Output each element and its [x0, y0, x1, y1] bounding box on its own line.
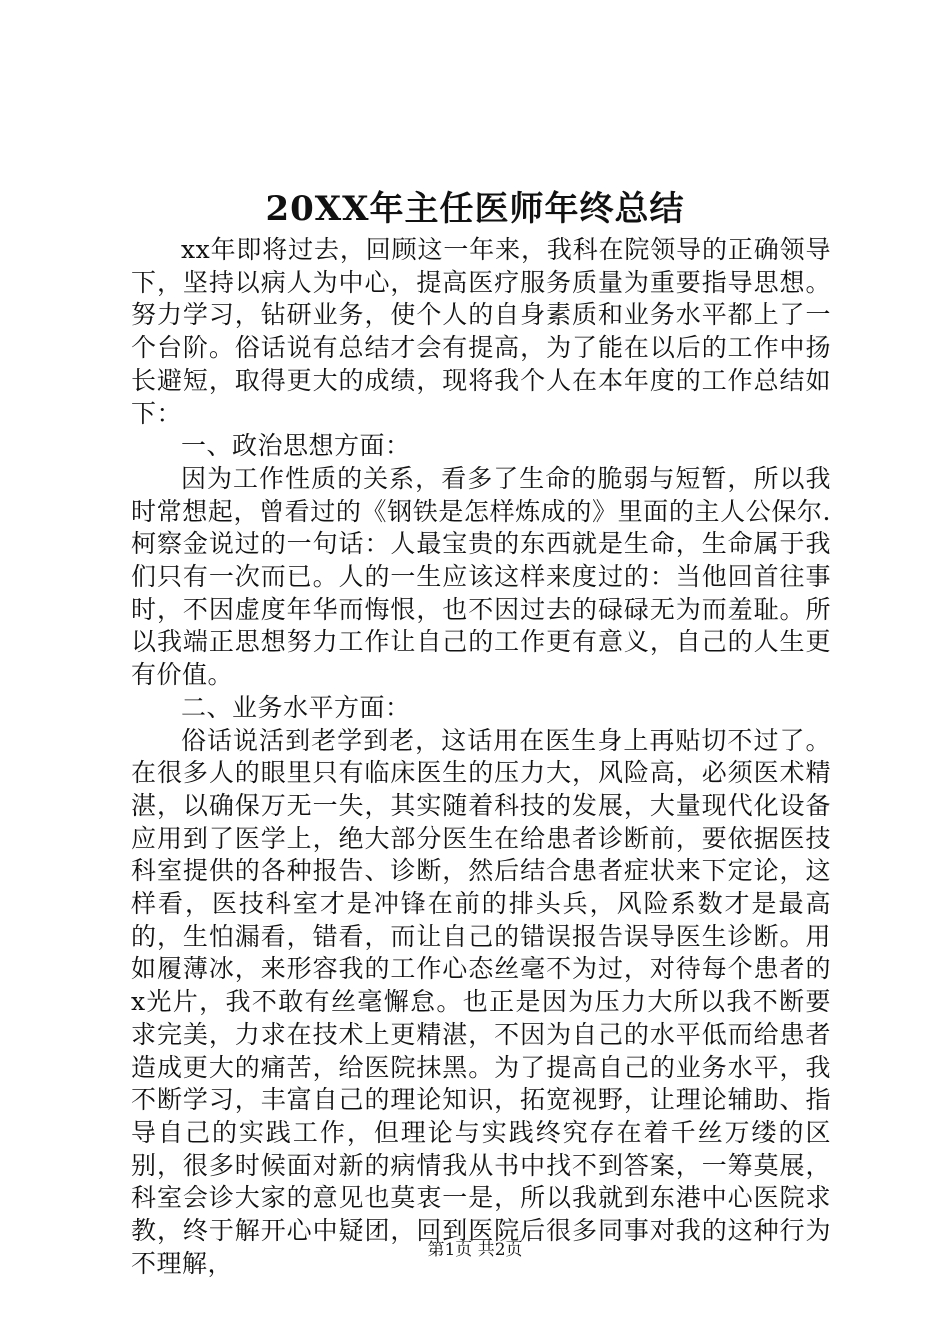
section-heading-political: 一、政治思想方面：: [181, 431, 411, 461]
document-title: 20XX年主任医师年终总结: [265, 189, 685, 229]
document-body: [131, 234, 831, 1281]
paragraph-political: 因为工作性质的关系，看多了生命的脆弱与短暂，所以我时常想起，曾看过的《钢铁是怎样炼成的》里面的主人公保尔.柯察金说过的一句话：人最宝贵的东西就是生命，生命属于我们只有一次而已。人的一生应该这样来度过的：当他回首往事时，不因虚度年华而悔恨，也不因过去的碌碌无为而羞耻。所以我端正思想努力工作让自己的工作更有意义，自己的人生更有价值。: [131, 463, 831, 690]
page-footer: 第1页 共2页: [427, 1240, 523, 1260]
paragraph-professional: 俗话说活到老学到老，这话用在医生身上再贴切不过了。在很多人的眼里只有临床医生的压力大，风险高，必须医术精湛，以确保万无一失，其实随着科技的发展，大量现代化设备应用到了医学上，绝大部分医生在给患者诊断前，要依据医技科室提供的各种报告、诊断，然后结合患者症状来下定论，这样看，医技科室才是冲锋在前的排头兵，风险系数才是最高的，生怕漏看，错看，而让自己的错误报告误导医生诊断。用如履薄冰，来形容我的工作心态丝毫不为过，对待每个患者的x光片，我不敢有丝毫懈怠。也正是因为压力大所以我不断要求完美，力求在技术上更精湛，不因为自己的水平低而给患者造成更大的痛苦，给医院抹黑。为了提高自己的业务水平，我不断学习，丰富自己的理论知识，拓宽视野，让理论辅助、指导自己的实践工作，但理论与实践终究存在着千丝万缕的区别，很多时候面对新的病情我从书中找不到答案，一筹莫展，科室会诊大家的意见也莫衷一是，所以我就到东港中心医院求教，终于解开心中疑团，回到医院后很多同事对我的这种行为不理解，: [131, 725, 831, 1278]
section-heading-professional: 二、业务水平方面：: [181, 692, 411, 722]
paragraph-intro: xx年即将过去，回顾这一年来，我科在院领导的正确领导下，坚持以病人为中心，提高医疗服务质量为重要指导思想。努力学习，钻研业务，使个人的自身素质和业务水平都上了一个台阶。俗话说有总结才会有提高，为了能在以后的工作中扬长避短，取得更大的成绩，现将我个人在本年度的工作总结如下：: [131, 235, 831, 428]
